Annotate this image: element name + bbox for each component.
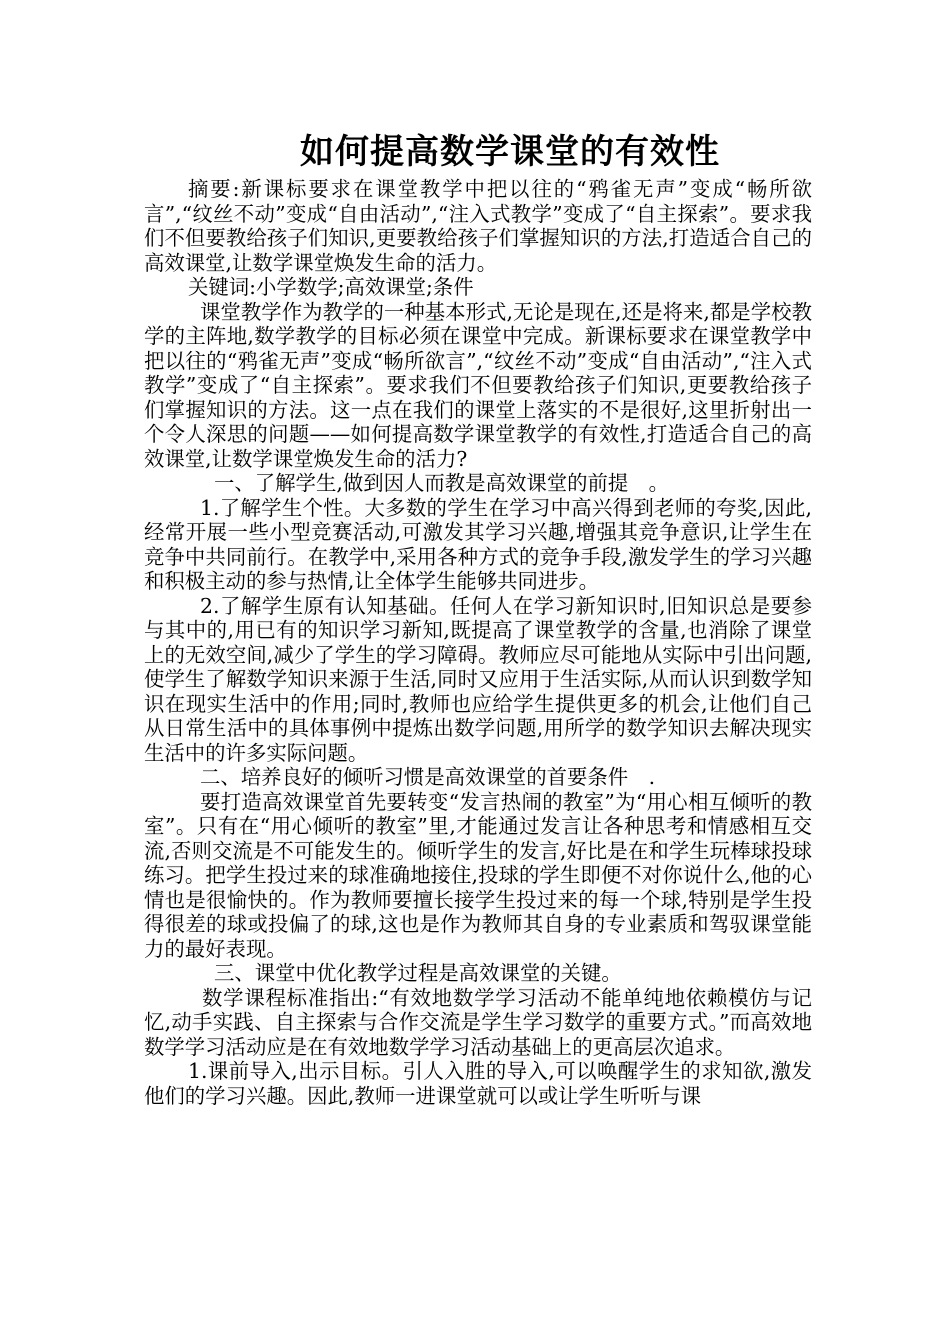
section1-paragraph-1: 1.了解学生个性。大多数的学生在学习中高兴得到老师的夸奖,因此,经常开展一些小型竞赛活动,可激发其学习兴趣,增强其竞争意识,让学生在竞争中共同前行。在教学中,采用各种方式的竞争手段,激发学生的学习兴趣和积极主动的参与热情,让全体学生能够共同进步。 — [144, 495, 812, 593]
intro-paragraph: 课堂教学作为教学的一种基本形式,无论是现在,还是将来,都是学校教学的主阵地,数学教学的目标必须在课堂中完成。新课标要求在课堂教学中把以往的“鸦雀无声”变成“畅所欲言”,“纹丝不动”变成“自由活动”,“注入式教学”变成了“自主探索”。要求我们不但要教给孩子们知识,更要教给孩子们掌握知识的方法。这一点在我们的课堂上落实的不是很好,这里折射出一个令人深思的问题——如何提高数学课堂教学的有效性,打造适合自己的高效课堂,让数学课堂焕发生命的活力? — [144, 299, 812, 471]
section-heading-1: 一、了解学生,做到因人而教是高效课堂的前提 。 — [214, 471, 670, 495]
keywords-line: 关键词:小学数学;高效课堂;条件 — [188, 275, 474, 299]
section1-paragraph-2: 2.了解学生原有认知基础。任何人在学习新知识时,旧知识总是要参与其中的,用已有的知识学习新知,既提高了课堂教学的含量,也消除了课堂上的无效空间,减少了学生的学习障碍。教师应尽可能地从实际中引出问题,使学生了解数学知识来源于生活,同时又应用于生活实际,从而认识到数学知识在现实生活中的作用;同时,教师也应给学生提供更多的机会,让他们自己从日常生活中的具体事例中提炼出数学问题,用所学的数学知识去解决现实生活中的许多实际问题。 — [144, 593, 812, 765]
document-page — [144, 127, 812, 1108]
section-heading-2: 二、培养良好的倾听习惯是高效课堂的首要条件 . — [200, 765, 656, 789]
section3-paragraph-2: 1.课前导入,出示目标。引人入胜的导入,可以唤醒学生的求知欲,激发他们的学习兴趣。因此,教师一进课堂就可以或让学生听听与课 — [144, 1059, 812, 1108]
section-heading-3: 三、课堂中优化教学过程是高效课堂的关键。 — [214, 961, 622, 985]
section2-paragraph-1: 要打造高效课堂首先要转变“发言热闹的教室”为“用心相互倾听的教室”。只有在“用心倾听的教室”里,才能通过发言让各种思考和情感相互交流,否则交流是不可能发生的。倾听学生的发言,好比是在和学生玩棒球投球练习。把学生投过来的球准确地接住,投球的学生即便不对你说什么,他的心情也是很愉快的。作为教师要擅长接学生投过来的每一个球,特别是学生投得很差的球或投偏了的球,这也是作为教师其自身的专业素质和驾驭课堂能力的最好表现。 — [144, 789, 812, 961]
section3-paragraph-1: 数学课程标准指出:“有效地数学学习活动不能单纯地依赖模仿与记忆,动手实践、自主探索与合作交流是学生学习数学的重要方式。”而高效地数学学习活动应是在有效地数学学习活动基础上的更高层次追求。 — [144, 985, 812, 1059]
document-title: 如何提高数学课堂的有效性 — [300, 132, 720, 172]
abstract-paragraph: 摘要:新课标要求在课堂教学中把以往的“鸦雀无声”变成“畅所欲言”,“纹丝不动”变成“自由活动”,“注入式教学”变成了“自主探索”。要求我们不但要教给孩子们知识,更要教给孩子们掌握知识的方法,打造适合自己的高效课堂,让数学课堂焕发生命的活力。 — [144, 177, 812, 275]
